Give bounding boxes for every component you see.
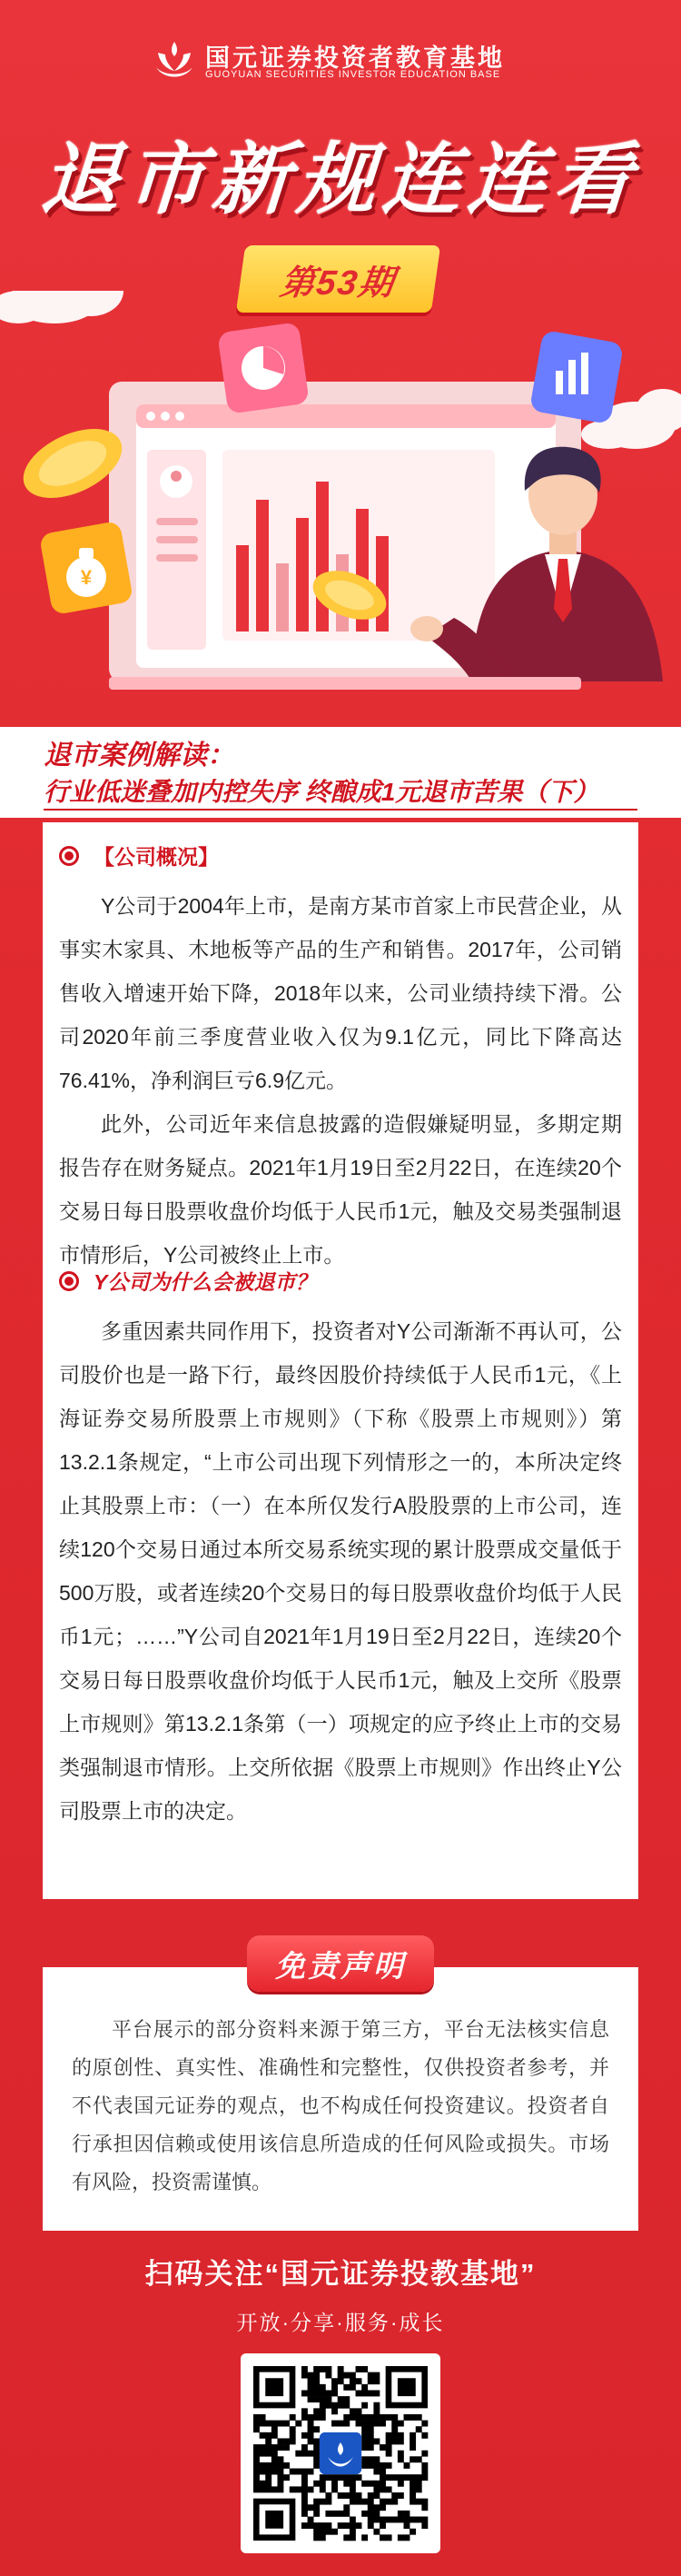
qr-code[interactable]	[241, 2353, 440, 2553]
disclaimer-card	[43, 1967, 638, 2231]
target-bullet-icon	[59, 846, 79, 866]
brand-name-en: GUOYUAN SECURITIES INVESTOR EDUCATION BASE	[205, 69, 501, 80]
section-title-overview: 【公司概况】	[59, 840, 219, 870]
bar-chart-icon	[529, 330, 624, 424]
disclaimer-title: 免责声明	[275, 1948, 406, 1983]
disclaimer-badge	[247, 1935, 434, 1992]
issue-number: 第53期	[277, 264, 398, 303]
disclaimer-text: 平台展示的部分资料来源于第三方，平台无法核实信息的原创性、真实性、准确性和完整性，仅供投资者参考，并不代表国元证券的观点，也不构成任何投资建议。投资者自行承担因信赖或使用该信息所造成的任何风险或损失。市场有风险，投资需谨慎。	[72, 2018, 609, 2193]
money-bag-icon	[39, 521, 133, 615]
content-card	[43, 822, 638, 1899]
case-label: 退市案例解读：	[44, 741, 234, 771]
target-bullet-icon	[59, 1271, 79, 1291]
case-header	[0, 727, 681, 818]
overview-paragraph-1: Y公司于2004年上市，是南方某市首家上市民营企业，从事实木家具、木地板等产品的生产和销售。2017年，公司销售收入增速开始下降，2018年以来，公司业绩持续下滑。公司2020年前三季度营业收入仅为9.1亿元，同比下降高达76.41%，净利润巨亏6.9亿元。	[59, 894, 622, 1092]
section-title-why-delisted: Y公司为什么会被退市？	[59, 1266, 316, 1296]
svg-text:¥: ¥	[80, 566, 93, 589]
brand-name: 国元证券投资者教育基地	[205, 45, 505, 72]
case-headline: 行业低迷叠加内控失序 终酿成1元退市苦果（下）	[44, 778, 599, 806]
brand-logo	[153, 36, 534, 91]
cloud-left-icon	[0, 291, 123, 323]
hero-illustration	[0, 291, 681, 718]
pie-chart-icon	[217, 322, 310, 414]
page-title: 退市新规连连看	[38, 136, 642, 224]
overview-paragraph-2: 此外，公司近年来信息披露的造假嫌疑明显，多期定期报告存在财务疑点。2021年1月19日至2月22日，在连续20个交易日每日股票收盘价均低于人民币1元，触及交易类强制退市情形后，Y公司被终止上市。	[59, 1112, 622, 1267]
why-delisted-paragraph: 多重因素共同作用下，投资者对Y公司渐渐不再认可，公司股价也是一路下行，最终因股价持续低于人民币1元，《上海证券交易所股票上市规则》（下称《股票上市规则》）第13.2.1条规定，“上市公司出现下列情形之一的，本所决定终止其股票上市：（一）在本所仅发行A股股票的上市公司，连续120个交易日通过本所交易系统实现的累计股票成交量低于500万股，或者连续20个交易日的每日股票收盘价均低于人民币1元；……”Y公司自2021年1月19日至2月22日，连续20个交易日每日股票收盘价均低于人民币1元，触及上交所《股票上市规则》第13.2.1条第（一）项规定的应予终止上市的交易类强制退市情形。上交所依据《股票上市规则》作出终止Y公司股票上市的决定。	[59, 1319, 622, 1823]
qr-code-image	[241, 2353, 440, 2553]
slogan: 开放·分享·服务·成长	[236, 2311, 445, 2334]
logo-emblem-icon	[153, 40, 196, 82]
follow-prompt: 扫码关注“国元证券投教基地”	[144, 2258, 537, 2290]
headline-underline	[44, 809, 637, 811]
